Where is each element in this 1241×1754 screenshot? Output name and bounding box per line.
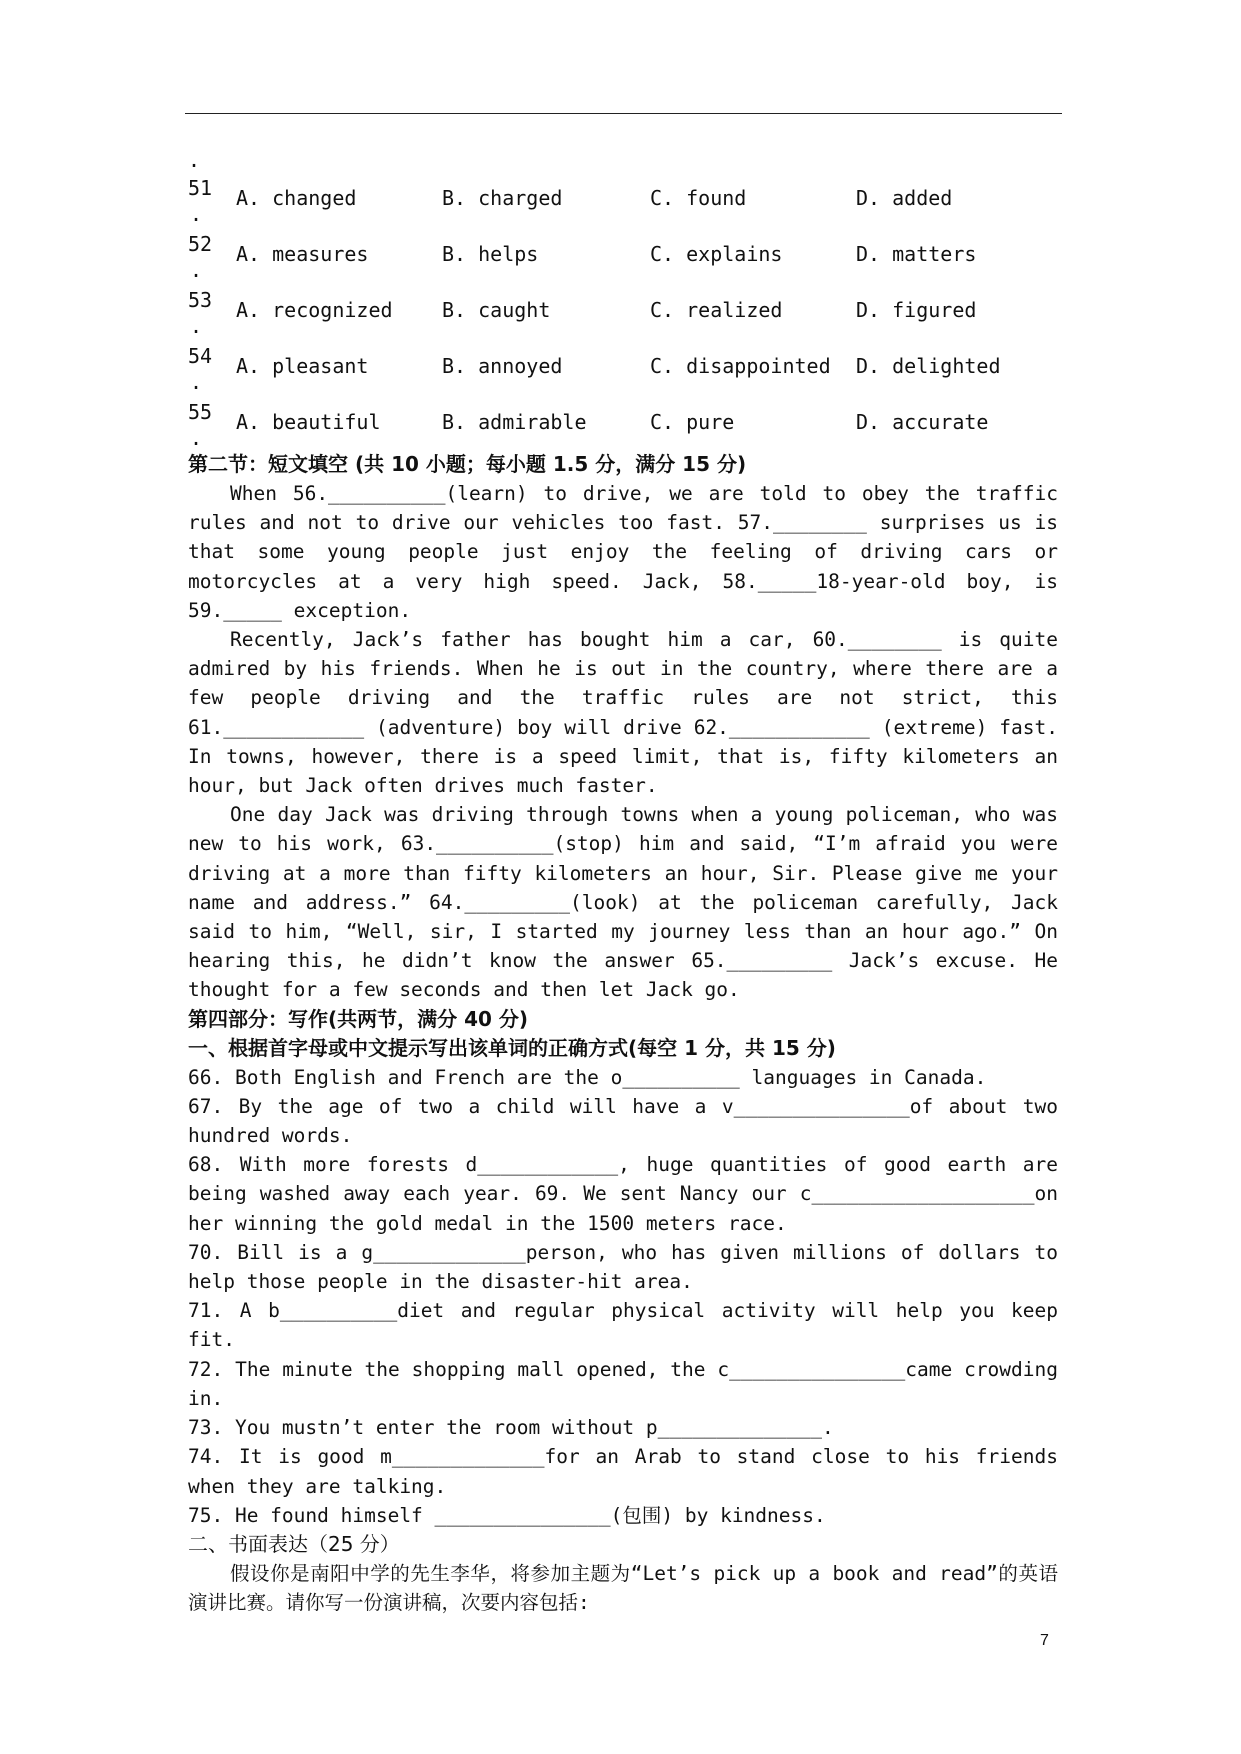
option-d: D. figured bbox=[856, 298, 977, 322]
option-row-54 bbox=[188, 344, 1058, 394]
cloze-options bbox=[188, 150, 1058, 450]
option-a: A. pleasant bbox=[236, 354, 369, 378]
question-dot: . bbox=[190, 426, 203, 450]
vocab-heading: 一、根据首字母或中文提示写出该单词的正确方式(每空 1 分，共 15 分) bbox=[188, 1035, 836, 1060]
page-content bbox=[188, 150, 1058, 1617]
passage-paragraph-2: Recently, Jack’s father has bought him a car, 60.________ is quite admired by his friends. When he is out in the country, where there are a few people driving and the traffic rules are not strict, this 61.____________ (adventure) boy will drive 62.____________ (extreme) fast. In towns, however, there is a speed limit, that is, fifty kilometers an hour, but Jack often drives much faster. bbox=[188, 628, 1058, 798]
vocab-item: 72. The minute the shopping mall opened, the c_______________came crowding in. bbox=[188, 1357, 1058, 1410]
header-rule bbox=[185, 113, 1062, 114]
vocab-item: 71. A b__________diet and regular physical activity will help you keep fit. bbox=[188, 1299, 1058, 1352]
question-number: 53 bbox=[188, 288, 213, 312]
option-row-55 bbox=[188, 400, 1058, 450]
option-b: B. helps bbox=[442, 242, 539, 266]
option-a: A. changed bbox=[236, 186, 357, 210]
vocab-item: 66. Both English and French are the o__________ languages in Canada. bbox=[188, 1065, 987, 1089]
option-row-53 bbox=[188, 288, 1058, 338]
option-d: D. delighted bbox=[856, 354, 1001, 378]
section2-heading: 第二节：短文填空 (共 10 小题；每小题 1.5 分，满分 15 分) bbox=[188, 452, 747, 476]
question-number: 54 bbox=[188, 344, 213, 368]
leading-dot: . bbox=[188, 148, 201, 172]
writing-heading: 二、书面表达（25 分） bbox=[188, 1531, 400, 1556]
vocab-item: 67. By the age of two a child will have a v_______________of about two hundred words. bbox=[188, 1094, 1058, 1148]
question-number: 55 bbox=[188, 400, 213, 424]
passage-paragraph-1: When 56.__________(learn) to drive, we are told to obey the traffic rules and not to drive our vehicles too fast. 57.________ surprises us is that some young people just enjoy the feeling of driving cars or motorcycles at a very high speed. Jack, 58._____18-year-old boy, is 59._____ exception. bbox=[188, 482, 1058, 622]
question-number: 51 bbox=[188, 176, 213, 200]
vocab-item: 70. Bill is a g_____________person, who has given millions of dollars to help those people in the disaster-hit area. bbox=[188, 1240, 1058, 1294]
vocab-item: 73. You mustn’t enter the room without p______________. bbox=[188, 1416, 834, 1440]
option-d: D. added bbox=[856, 186, 953, 210]
option-c: C. pure bbox=[650, 410, 735, 434]
question-number: 52 bbox=[188, 232, 213, 256]
option-d: D. matters bbox=[856, 242, 977, 266]
option-row-52 bbox=[188, 232, 1058, 282]
option-a: A. beautiful bbox=[236, 410, 381, 434]
option-c: C. found bbox=[650, 186, 747, 210]
option-a: A. measures bbox=[236, 242, 369, 266]
question-dot: . bbox=[190, 202, 203, 226]
option-b: B. annoyed bbox=[442, 354, 563, 378]
question-dot: . bbox=[190, 370, 203, 394]
writing-prompt: 假设你是南阳中学的先生李华，将参加主题为“Let’s pick up a book and read”的英语演讲比赛。请你写一份演讲稿，次要内容包括: bbox=[188, 1561, 1058, 1615]
passage-paragraph-3: One day Jack was driving through towns when a young policeman, who was new to his work, 63.__________(stop) him and said, “I’m afraid you were driving at a more than fifty kilometers an hour, Sir. Please give me your name and address.” 64._________(look) at the policeman carefully, Jack said to him, “Well, sir, I started my journey less than an hour ago.” On hearing this, he didn’t know the answer 65._________ Jack’s excuse. He thought for a few seconds and then let Jack go. bbox=[188, 803, 1058, 1002]
question-dot: . bbox=[190, 314, 203, 338]
page-number: 7 bbox=[1040, 1632, 1049, 1649]
part4-heading: 第四部分：写作(共两节，满分 40 分) bbox=[188, 1006, 529, 1031]
vocab-item: 68. With more forests d____________, huge quantities of good earth are being washed away each year. 69. We sent Nancy our c___________________on her winning the gold medal in the 1500 meters race. bbox=[188, 1153, 1058, 1235]
option-row-51 bbox=[188, 176, 1058, 226]
option-a: A. recognized bbox=[236, 298, 393, 322]
option-b: B. caught bbox=[442, 298, 551, 322]
vocab-item: 74. It is good m_____________for an Arab to stand close to his friends when they are talking. bbox=[188, 1445, 1058, 1498]
question-dot: . bbox=[190, 258, 203, 282]
option-d: D. accurate bbox=[856, 410, 989, 434]
option-c: C. realized bbox=[650, 298, 783, 322]
vocab-item: 75. He found himself _______________(包围) by kindness. bbox=[188, 1503, 826, 1527]
option-c: C. disappointed bbox=[650, 354, 831, 378]
option-b: B. charged bbox=[442, 186, 563, 210]
option-c: C. explains bbox=[650, 242, 783, 266]
option-b: B. admirable bbox=[442, 410, 587, 434]
